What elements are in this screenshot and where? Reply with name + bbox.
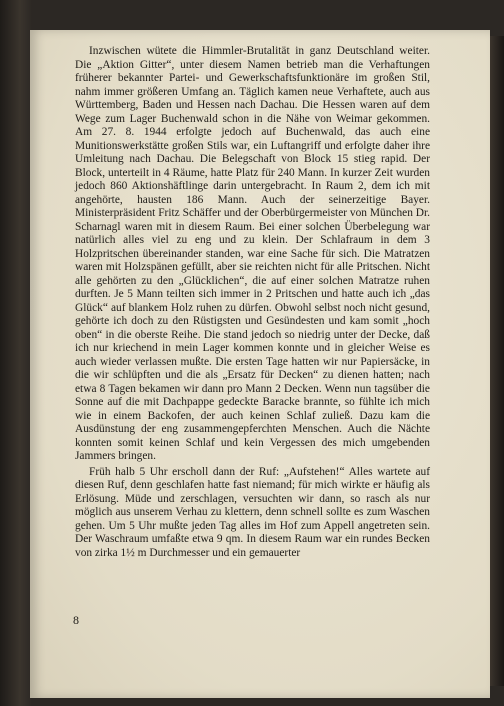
- paragraph-1: Inzwischen wütete die Himmler-Brutalität in ganz Deutschland weiter. Die „Aktion Gitter“, unter diesem Namen betrieb man die Verhaftungen früherer bekannter Partei- und Gewerkschaftsfunktionäre im großen Stil, nahm immer größeren Umfang an. Täglich kamen neue Verhaftete, auch aus Württemberg, Baden und Hessen nach Dachau. Die Hessen waren auf dem Wege zum Lager Buchenwald schon in die Nähe von Weimar gekommen. Am 27. 8. 1944 erfolgte jedoch auf Buchenwald, das auch eine Munitionswerkstätte großen Stils war, ein Luftangriff und erfolgte daher ihre Umleitung nach Dachau. Die Belegschaft von Block 15 stieg rapid. Der Block, unterteilt in 4 Räume, hatte Platz für 240 Mann. In kurzer Zeit wurden jedoch 860 Aktionshäftlinge darin untergebracht. In Raum 2, dem ich mit angehörte, hausten 186 Mann. Auch der seinerzeitige Bayer. Ministerpräsident Fritz Schäffer und der Oberbürgermeister von München Dr. Scharnagl waren mit in diesem Raum. Bei einer solchen Überbelegung war natürlich alles viel zu eng und zu klein. Der Schlafraum in dem 3 Holzpritschen übereinander standen, war eine Sache für sich. Die Matratzen waren mit Holzspänen gefüllt, aber sie reichten nicht für alle Pritschen. Nicht alle gehörten zu den „Glücklichen“, die auf einer solchen Matratze ruhen durften. Je 5 Mann teilten sich immer in 2 Pritschen und hatte auch ich „das Glück“ auf blankem Holz ruhen zu dürfen. Obwohl selbst noch nicht gesund, gehörte ich doch zu den Rüstigsten und Gesündesten und kam somit „hoch oben“ in die oberste Reihe. Die stand jedoch so niedrig unter der Decke, daß ich nur kriechend in mein Lager kommen konnte und in gleicher Weise es auch wieder verlassen mußte. Die ersten Tage hatten wir nur Papiersäcke, in die wir schlüpften und die als „Ersatz für Decken“ zu dienen hatten; nach etwa 8 Tagen bekamen wir dann pro Mann 2 Decken. Wenn nun tagsüber die Sonne auf die mit Dachpappe gedeckte Baracke brannte, so fühlte ich mich wie in einem Backofen, der auch keinen Schlaf zuließ. Dazu kam die Ausdünstung der eng zusammengepferchten Menschen. Auch die Nächte konnten somit keinen Schlaf und kein Vergessen des mich umgebenden Jammers bringen.: [75, 45, 430, 462]
- page-number: 8: [73, 613, 79, 627]
- paragraph-2: Früh halb 5 Uhr erscholl dann der Ruf: „Aufstehen!“ Alles wartete auf diesen Ruf, denn geschlafen hatte fast niemand; für mich wirkte er häufig als Erlösung. Müde und zerschlagen, versuchten wir dann, so rasch als nur möglich aus unserem Verhau zu klettern, denn schnell sollte es zum Waschen gehen. Um 5 Uhr mußte jeden Tag alles im Hof zum Appell angetreten sein. Der Waschraum umfaßte etwa 9 qm. In diesem Raum war ein rundes Becken von zirka 1½ m Durchmesser und ein gemauerter: [75, 465, 430, 559]
- book-right-edge: [490, 36, 504, 686]
- body-text: [75, 45, 430, 560]
